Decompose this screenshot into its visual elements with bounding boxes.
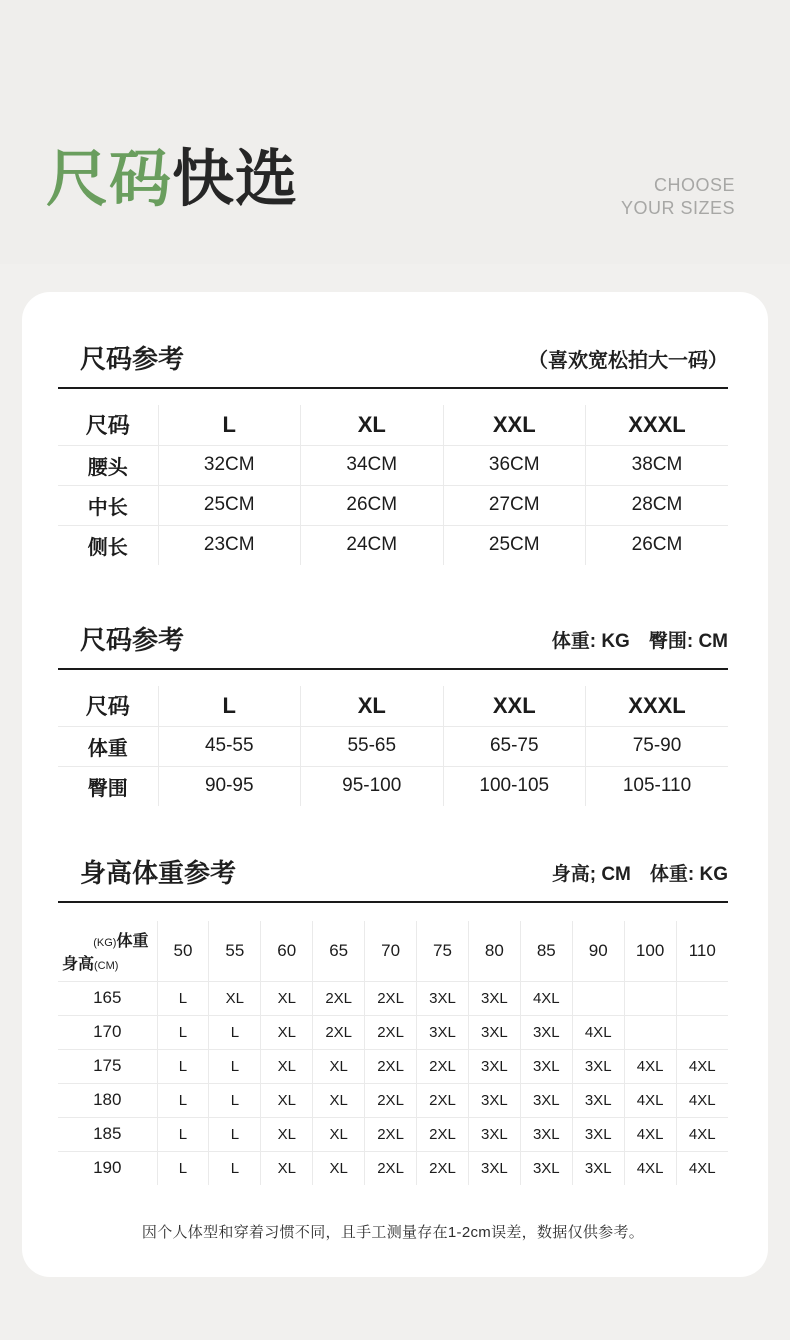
matrix-size-cell: XL <box>261 1015 313 1049</box>
matrix-size-cell: 3XL <box>520 1083 572 1117</box>
matrix-size-cell: 4XL <box>624 1117 676 1151</box>
matrix-weight-header-cell: 80 <box>468 921 520 981</box>
matrix-size-cell <box>676 981 728 1015</box>
value-cell: XL <box>301 405 444 445</box>
size-cm-table <box>58 405 728 565</box>
matrix-size-cell <box>624 981 676 1015</box>
table-header-row <box>58 405 728 445</box>
matrix-header-row <box>58 921 728 981</box>
matrix-size-cell: 3XL <box>572 1117 624 1151</box>
value-cell: 24CM <box>301 525 444 565</box>
tagline-line-2: YOUR SIZES <box>620 198 735 218</box>
matrix-size-cell: 2XL <box>365 1015 417 1049</box>
section-header <box>58 344 728 389</box>
row-label-cell: 臀围 <box>87 777 128 800</box>
matrix-size-cell: L <box>209 1015 261 1049</box>
matrix-weight-header-cell: 60 <box>261 921 313 981</box>
matrix-height-cell: 175 <box>58 1049 157 1083</box>
matrix-corner-cell <box>58 921 157 981</box>
table-row <box>58 726 728 766</box>
matrix-size-cell: XL <box>261 981 313 1015</box>
page-title-rest: 快选 <box>172 145 299 214</box>
matrix-size-cell: 4XL <box>624 1049 676 1083</box>
section-size-reference-cm <box>58 344 728 565</box>
matrix-size-cell: XL <box>209 981 261 1015</box>
matrix-height-cell: 165 <box>58 981 157 1015</box>
value-cell: 25CM <box>443 525 586 565</box>
matrix-size-cell: 3XL <box>417 1015 469 1049</box>
matrix-size-cell: XL <box>313 1151 365 1185</box>
matrix-weight-header-cell: 110 <box>676 921 728 981</box>
value-cell: 28CM <box>586 485 729 525</box>
value-cell: 95-100 <box>301 766 444 806</box>
matrix-size-cell: 3XL <box>468 1083 520 1117</box>
matrix-size-cell: 2XL <box>417 1151 469 1185</box>
value-cell: XXXL <box>586 405 729 445</box>
page-title-highlight: 尺码 <box>46 145 173 214</box>
matrix-size-cell: 2XL <box>365 1049 417 1083</box>
matrix-body <box>58 921 728 1185</box>
value-cell: XXL <box>443 405 586 445</box>
matrix-size-cell: 4XL <box>676 1117 728 1151</box>
matrix-size-cell: 4XL <box>624 1083 676 1117</box>
matrix-size-cell <box>676 1015 728 1049</box>
matrix-size-cell: L <box>209 1049 261 1083</box>
matrix-size-cell: 3XL <box>468 1049 520 1083</box>
matrix-row <box>58 1151 728 1185</box>
matrix-height-cell: 185 <box>58 1117 157 1151</box>
value-cell: 75-90 <box>586 726 729 766</box>
matrix-height-cell: 190 <box>93 1158 122 1178</box>
section-note: 身高; CM 体重: KG <box>551 864 728 885</box>
matrix-row <box>58 1083 728 1117</box>
matrix-weight-header-cell: 70 <box>365 921 417 981</box>
corner-weight-label: (KG)体重 <box>93 932 149 950</box>
matrix-size-cell: 2XL <box>417 1049 469 1083</box>
matrix-size-cell: 2XL <box>417 1117 469 1151</box>
page-tagline <box>621 174 735 220</box>
weight-hip-table <box>58 686 728 806</box>
matrix-row <box>58 1015 728 1049</box>
matrix-size-cell: XL <box>261 1083 313 1117</box>
matrix-weight-header-cell: 90 <box>572 921 624 981</box>
page-title <box>46 146 298 214</box>
section-note: 体重: KG 臀围: CM <box>551 631 728 652</box>
matrix-weight-header-cell: 75 <box>417 921 469 981</box>
section-header <box>58 625 728 670</box>
matrix-size-cell: 2XL <box>313 1015 365 1049</box>
row-label-cell: 腰头 <box>58 445 158 485</box>
tagline-line-1: CHOOSE <box>653 175 735 195</box>
size-chart-card <box>22 292 768 1277</box>
row-label-cell: 中长 <box>58 485 158 525</box>
matrix-size-cell: L <box>209 1151 261 1185</box>
value-cell: L <box>158 686 301 726</box>
height-weight-matrix-table <box>58 921 728 1185</box>
matrix-weight-header-cell: 100 <box>624 921 676 981</box>
matrix-size-cell: L <box>157 1083 209 1117</box>
table-row <box>58 766 728 806</box>
matrix-size-cell: 4XL <box>624 1151 676 1185</box>
value-cell: 36CM <box>443 445 586 485</box>
matrix-weight-header-cell: 50 <box>157 921 209 981</box>
value-cell: 45-55 <box>158 726 301 766</box>
matrix-size-cell: 3XL <box>468 1117 520 1151</box>
matrix-size-cell: 3XL <box>520 1049 572 1083</box>
value-cell: 23CM <box>158 525 301 565</box>
table-row <box>58 485 728 525</box>
value-cell: 34CM <box>301 445 444 485</box>
matrix-size-cell: XL <box>313 1083 365 1117</box>
value-cell: 65-75 <box>443 726 586 766</box>
matrix-height-cell: 180 <box>58 1083 157 1117</box>
matrix-size-cell <box>624 1015 676 1049</box>
matrix-size-cell: 2XL <box>313 981 365 1015</box>
matrix-size-cell: 4XL <box>520 981 572 1015</box>
matrix-row <box>58 1049 728 1083</box>
matrix-size-cell: 4XL <box>676 1083 728 1117</box>
matrix-size-cell: 3XL <box>520 1151 572 1185</box>
matrix-row <box>58 1117 728 1151</box>
matrix-weight-header-cell: 85 <box>520 921 572 981</box>
matrix-size-cell: XL <box>313 1117 365 1151</box>
value-cell: 32CM <box>158 445 301 485</box>
matrix-height-cell: 170 <box>58 1015 157 1049</box>
section-header <box>58 858 728 903</box>
matrix-size-cell <box>572 981 624 1015</box>
corner-height-label: 身高(CM) <box>62 955 119 973</box>
matrix-size-cell: L <box>157 1117 209 1151</box>
section-title: 身高体重参考 <box>80 858 237 888</box>
matrix-weight-header-cell: 65 <box>313 921 365 981</box>
matrix-size-cell: 4XL <box>676 1049 728 1083</box>
matrix-size-cell: L <box>157 1151 209 1185</box>
section-title: 尺码参考 <box>80 625 185 655</box>
matrix-size-cell: 3XL <box>572 1083 624 1117</box>
value-cell: XL <box>301 686 444 726</box>
value-cell: 38CM <box>586 445 729 485</box>
matrix-size-cell: 2XL <box>365 1117 417 1151</box>
matrix-size-cell: 2XL <box>417 1083 469 1117</box>
matrix-size-cell: 3XL <box>468 1151 520 1185</box>
value-cell: XXL <box>443 686 586 726</box>
matrix-size-cell: 4XL <box>676 1151 728 1185</box>
matrix-weight-header-cell: 55 <box>209 921 261 981</box>
value-cell: 26CM <box>586 525 729 565</box>
matrix-size-cell: 3XL <box>572 1049 624 1083</box>
row-label-cell: 侧长 <box>87 536 128 559</box>
table-row <box>58 445 728 485</box>
matrix-size-cell: 3XL <box>520 1117 572 1151</box>
value-cell: 55-65 <box>301 726 444 766</box>
matrix-size-cell: L <box>157 1015 209 1049</box>
matrix-size-cell: XL <box>261 1049 313 1083</box>
table-row <box>58 525 728 565</box>
matrix-size-cell: 4XL <box>572 1015 624 1049</box>
value-cell: 25CM <box>158 485 301 525</box>
value-cell: XXXL <box>586 686 729 726</box>
matrix-size-cell: XL <box>261 1117 313 1151</box>
matrix-size-cell: XL <box>261 1151 313 1185</box>
size-select-banner <box>0 0 790 264</box>
value-cell: 90-95 <box>158 766 301 806</box>
matrix-row <box>58 981 728 1015</box>
value-cell: 105-110 <box>586 766 729 806</box>
matrix-size-cell: 2XL <box>365 1151 417 1185</box>
row-label-cell: 尺码 <box>58 686 158 726</box>
matrix-size-cell: 2XL <box>365 1083 417 1117</box>
value-cell: 100-105 <box>443 766 586 806</box>
section-height-weight-reference <box>58 858 728 1185</box>
section-note: （喜欢宽松拍大一码） <box>528 350 728 372</box>
section-size-reference-weight-hip <box>58 625 728 806</box>
row-label-cell: 体重 <box>58 726 158 766</box>
matrix-size-cell: XL <box>313 1049 365 1083</box>
table-header-row <box>58 686 728 726</box>
matrix-size-cell: 3XL <box>468 1015 520 1049</box>
value-cell: L <box>158 405 301 445</box>
row-label-cell: 尺码 <box>58 405 158 445</box>
matrix-size-cell: 3XL <box>468 981 520 1015</box>
value-cell: 27CM <box>443 485 586 525</box>
matrix-size-cell: L <box>209 1083 261 1117</box>
value-cell: 26CM <box>301 485 444 525</box>
matrix-size-cell: L <box>157 1049 209 1083</box>
matrix-size-cell: L <box>209 1117 261 1151</box>
measurement-disclaimer: 因个人体型和穿着习惯不同，且手工测量存在1-2cm误差，数据仅供参考。 <box>141 1224 645 1241</box>
section-title: 尺码参考 <box>80 344 185 374</box>
matrix-size-cell: L <box>157 981 209 1015</box>
matrix-size-cell: 3XL <box>520 1015 572 1049</box>
matrix-size-cell: 2XL <box>365 981 417 1015</box>
matrix-size-cell: 3XL <box>417 981 469 1015</box>
matrix-size-cell: 3XL <box>572 1151 624 1185</box>
